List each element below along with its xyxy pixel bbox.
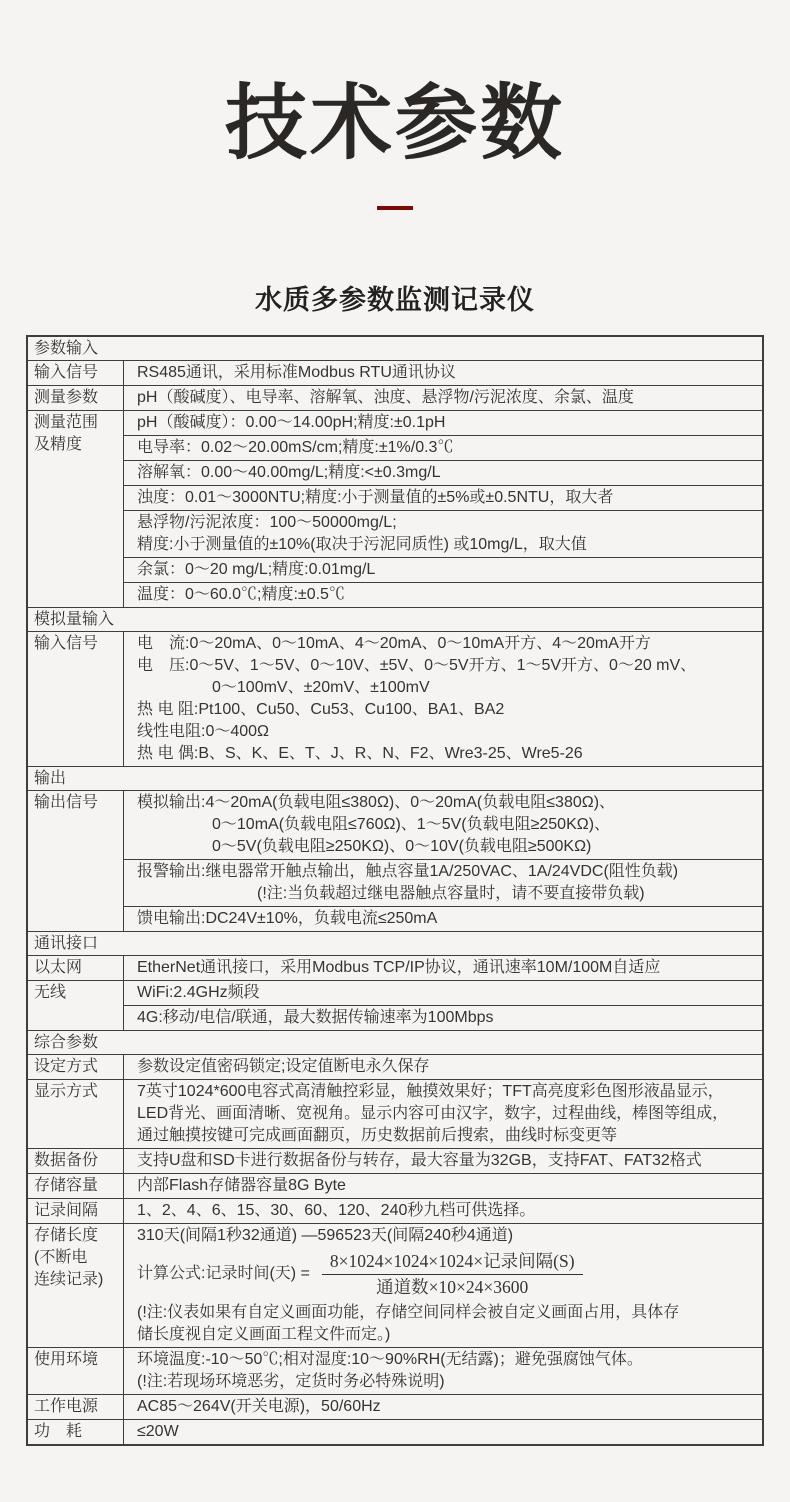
row-label-ethernet: 以太网 — [28, 956, 124, 980]
value-measure-params: pH（酸碱度）、电导率、溶解氧、浊度、悬浮物/污泥浓度、余氯、温度 — [137, 388, 634, 406]
row-environment — [28, 1347, 762, 1394]
row-label-storage-length — [28, 1224, 124, 1347]
row-label-storage-capacity: 存储容量 — [28, 1174, 124, 1198]
row-label-wireless: 无线 — [28, 981, 124, 1030]
row-content — [124, 386, 762, 410]
formula-numerator: 8×1024×1024×1024×记录间隔(S) — [322, 1251, 583, 1275]
value-line-thermocouple: 热 电 偶:B、S、K、E、T、J、R、N、F2、Wre3-25、Wre5-26 — [137, 744, 583, 762]
value-range-temperature: 温度：0～60.0℃;精度:±0.5℃ — [124, 582, 762, 607]
value-line-current: 电 流:0～20mA、0～10mA、4～20mA、0～10mA开方、4～20mA开方 — [137, 634, 651, 652]
value-line-voltage: 电 压:0～5V、1～5V、0～10V、±5V、0～5V开方、1～5V开方、0～20 mV、 — [137, 656, 697, 674]
value-line-rtd: 热 电 阻:Pt100、Cu50、Cu53、Cu100、BA1、BA2 — [137, 700, 505, 718]
label-line: 测量范围 — [34, 413, 99, 431]
value-range-dissolved-oxygen: 溶解氧：0.00～40.00mg/L;精度:<±0.3mg/L — [124, 460, 762, 485]
section-header-analog-input: 模拟量输入 — [28, 607, 762, 631]
row-power-supply — [28, 1394, 762, 1419]
formula-denominator: 通道数×10×24×3600 — [376, 1276, 529, 1297]
row-label-record-interval: 记录间隔 — [28, 1199, 124, 1223]
row-label-power-supply: 工作电源 — [28, 1395, 124, 1419]
value-line-note: (!注:仪表如果有自定义画面功能，存储空间同样会被自定义画面占用，具体存 — [137, 1303, 680, 1321]
row-label-measure-range — [28, 411, 124, 607]
row-storage-capacity — [28, 1173, 762, 1198]
value-line-voltage-cont: 0～100mV、±20mV、±100mV — [212, 678, 430, 696]
row-content — [124, 1080, 762, 1148]
value-line: 模拟输出:4～20mA(负载电阻≤380Ω)、0～20mA(负载电阻≤380Ω)、 — [137, 793, 616, 811]
value-line: 7英寸1024*600电容式高清触控彩显，触摸效果好；TFT高亮度彩色图形液晶显示， — [137, 1082, 724, 1100]
row-measure-range — [28, 410, 762, 607]
value-range-suspended-solids — [124, 510, 762, 557]
row-wireless — [28, 980, 762, 1030]
section-header-general: 综合参数 — [28, 1030, 762, 1054]
label-line: (不断电 — [34, 1248, 88, 1266]
value-environment — [124, 1348, 762, 1394]
row-content — [124, 791, 762, 931]
row-analog-input-signal — [28, 631, 762, 766]
value-analog-input — [124, 632, 762, 766]
row-label-setting-mode: 设定方式 — [28, 1055, 124, 1079]
row-storage-length — [28, 1223, 762, 1347]
row-label-power-consumption: 功 耗 — [28, 1420, 124, 1444]
row-content — [124, 1420, 762, 1444]
row-content — [124, 1395, 762, 1419]
value-line: 0～5V(负载电阻≥250KΩ)、0～10V(负载电阻≥500KΩ) — [212, 837, 592, 855]
value-line: 精度:小于测量值的±10%(取决于污泥同质性) 或10mg/L，取大值 — [137, 535, 587, 553]
value-storage-capacity: 内部Flash存储器容量8G Byte — [137, 1176, 346, 1194]
value-record-interval: 1、2、4、6、15、30、60、120、240秒九档可供选择。 — [137, 1201, 536, 1219]
value-line: 环境温度:-10～50℃;相对湿度:10～90%RH(无结露)；避免强腐蚀气体。 — [137, 1350, 643, 1368]
row-content — [124, 981, 762, 1030]
row-output-signal — [28, 790, 762, 931]
value-wifi: WiFi:2.4GHz频段 — [137, 983, 260, 1001]
label-line: 及精度 — [34, 435, 83, 453]
row-record-interval — [28, 1198, 762, 1223]
row-content — [124, 1224, 762, 1347]
row-content — [124, 632, 762, 766]
value-range-conductivity: 电导率：0.02～20.00mS/cm;精度:±1%/0.3℃ — [124, 435, 762, 460]
section-header-comm: 通讯接口 — [28, 931, 762, 955]
value-line: 通过触摸按键可完成画面翻页，历史数据前后搜索，曲线时标变更等 — [137, 1126, 618, 1144]
spec-page — [0, 78, 790, 1446]
value-display-mode — [124, 1080, 762, 1148]
row-label-output-signal: 输出信号 — [28, 791, 124, 931]
title-divider — [377, 206, 413, 210]
row-display-mode — [28, 1079, 762, 1148]
value-line: LED背光、画面清晰、宽视角。显示内容可由汉字，数字，过程曲线，棒图等组成， — [137, 1104, 729, 1122]
value-line: 悬浮物/污泥浓度：100～50000mg/L; — [137, 513, 397, 531]
row-content — [124, 1149, 762, 1173]
label-line: 存储长度 — [34, 1226, 99, 1244]
row-power-consumption — [28, 1419, 762, 1444]
value-line-note: (!注:若现场环境恶劣，定货时务必特殊说明) — [137, 1372, 445, 1390]
value-power-supply: AC85～264V(开关电源)，50/60Hz — [137, 1397, 381, 1415]
row-content — [124, 411, 762, 607]
value-storage-length — [124, 1224, 762, 1347]
row-data-backup — [28, 1148, 762, 1173]
row-content — [124, 361, 762, 385]
row-label-display-mode: 显示方式 — [28, 1080, 124, 1148]
section-header-param-input: 参数输入 — [34, 339, 99, 357]
row-measure-params — [28, 385, 762, 410]
value-line-note: (!注:当负载超过继电器触点容量时，请不要直接带负载) — [257, 884, 645, 902]
value-range-ph: pH（酸碱度）：0.00～14.00pH;精度:±0.1pH — [137, 413, 446, 431]
row-label-measure-params: 测量参数 — [28, 386, 124, 410]
row-ethernet — [28, 955, 762, 980]
label-line: 连续记录) — [34, 1270, 104, 1288]
row-label-analog-input: 输入信号 — [28, 632, 124, 766]
value-setting-mode: 参数设定值密码锁定;设定值断电永久保存 — [137, 1057, 430, 1075]
section-header-output: 输出 — [28, 766, 762, 790]
value-line-range: 310天(间隔1秒32通道) —596523天(间隔240秒4通道) — [137, 1226, 514, 1244]
value-feed-output: 馈电输出:DC24V±10%，负载电流≤250mA — [124, 906, 762, 931]
value-ethernet: EtherNet通讯接口，采用Modbus TCP/IP协议，通讯速率10M/100M自适应 — [137, 958, 661, 976]
page-title: 技术参数 — [224, 78, 565, 169]
value-power-consumption: ≤20W — [137, 1422, 179, 1440]
row-content — [124, 1348, 762, 1394]
row-setting-mode — [28, 1054, 762, 1079]
value-analog-output — [124, 791, 762, 859]
formula-fraction — [322, 1251, 583, 1298]
row-label-environment: 使用环境 — [28, 1348, 124, 1394]
value-line: 报警输出:继电器常开触点输出，触点容量1A/250VAC、1A/24VDC(阻性负载) — [137, 862, 679, 880]
value-input-signal: RS485通讯，采用标准Modbus RTU通讯协议 — [137, 363, 456, 381]
row-content — [124, 1055, 762, 1079]
row-label-data-backup: 数据备份 — [28, 1149, 124, 1173]
value-alarm-output — [124, 859, 762, 906]
spec-table — [26, 335, 764, 1446]
product-name: 水质多参数监测记录仪 — [255, 284, 535, 315]
value-4g: 4G:移动/电信/联通，最大数据传输速率为100Mbps — [124, 1005, 762, 1030]
formula-lhs: 计算公式:记录时间(天) = — [137, 1265, 310, 1283]
value-range-turbidity: 浊度：0.01～3000NTU;精度:小于测量值的±5%或±0.5NTU，取大者 — [124, 485, 762, 510]
row-content — [124, 1174, 762, 1198]
row-input-signal — [28, 360, 762, 385]
row-content — [124, 956, 762, 980]
storage-formula — [137, 1247, 756, 1302]
value-line: 0～10mA(负载电阻≤760Ω)、1～5V(负载电阻≥250KΩ)、 — [212, 815, 611, 833]
value-line-linear-resistance: 线性电阻:0～400Ω — [137, 722, 270, 740]
value-range-residual-chlorine: 余氯：0～20 mg/L;精度:0.01mg/L — [124, 557, 762, 582]
value-data-backup: 支持U盘和SD卡进行数据备份与转存，最大容量为32GB，支持FAT、FAT32格式 — [137, 1151, 702, 1169]
value-line-note: 储长度视自定义画面工程文件而定。) — [137, 1325, 391, 1343]
row-label-input-signal: 输入信号 — [28, 361, 124, 385]
row-content — [124, 1199, 762, 1223]
